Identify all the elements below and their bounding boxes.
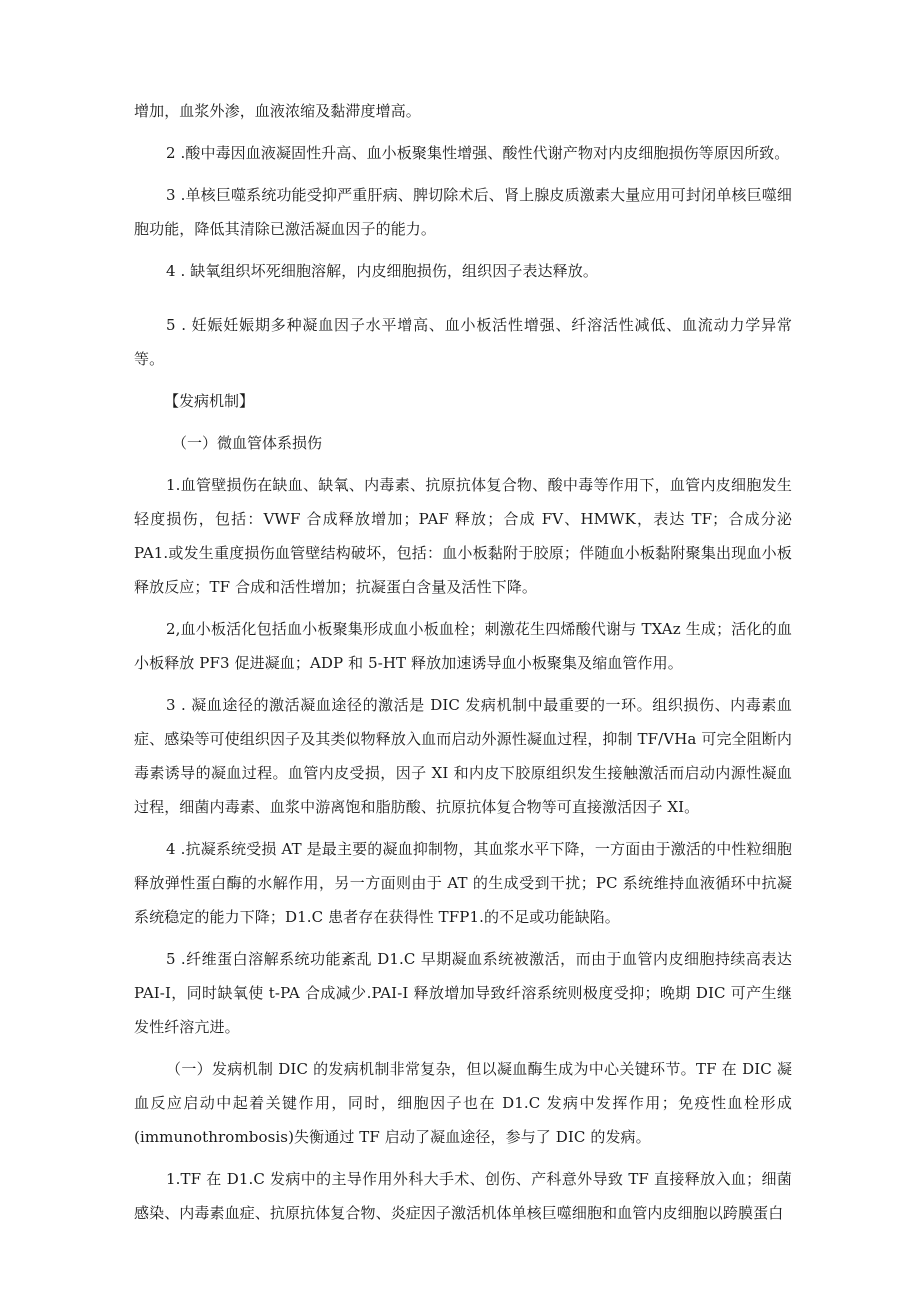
paragraph-continuation: 增加，血浆外渗，血液浓缩及黏滞度增高。	[134, 102, 421, 120]
paragraph-vessel-wall-injury: 1.血管壁损伤在缺血、缺氧、内毒素、抗原抗体复合物、酸中毒等作用下，血管内皮细胞发生轻度损伤，包括：VWF 合成释放增加；PAF 释放；合成 FV、HMWK，表达 TF；合成分泌 PA1.或发生重度损伤血管壁结构破坏，包括：血小板黏附于胶原；伴随血小板黏附聚集出现血小板释放反应；TF 合成和活性增加；抗凝蛋白含量及活性下降。	[134, 476, 792, 596]
paragraph-fibrinolysis: 5 .纤维蛋白溶解系统功能紊乱 D1.C 早期凝血系统被激活，而由于血管内皮细胞持续高表达 PAI-I，同时缺氧使 t-PA 合成减少.PAI-I 释放增加导致纤溶系统则极度受抑；晚期 DIC 可产生继发性纤溶亢进。	[134, 950, 792, 1036]
paragraph-mononuclear-phagocyte: 3 .单核巨噬系统功能受抑严重肝病、脾切除术后、肾上腺皮质激素大量应用可封闭单核巨噬细胞功能，降低其清除已激活凝血因子的能力。	[134, 186, 792, 238]
paragraph-acidosis: 2 .酸中毒因血液凝固性升高、血小板聚集性增强、酸性代谢产物对内皮细胞损伤等原因所致。	[166, 144, 790, 162]
paragraph-pregnancy: 5 . 妊娠妊娠期多种凝血因子水平增高、血小板活性增强、纤溶活性减低、血流动力学异常等。	[134, 316, 792, 368]
paragraph-coagulation-pathway: 3 . 凝血途径的激活凝血途径的激活是 DIC 发病机制中最重要的一环。组织损伤、内毒素血症、感染等可使组织因子及其类似物释放入血而启动外源性凝血过程，抑制 TF/VHa 可完全阻断内毒素诱导的凝血过程。血管内皮受损，因子 XI 和内皮下胶原组织发生接触激活而启动内源性凝血过程，细菌内毒素、血浆中游离饱和脂肪酸、抗原抗体复合物等可直接激活因子 XI。	[134, 696, 792, 816]
paragraph-anticoagulant-system: 4 .抗凝系统受损 AT 是最主要的凝血抑制物，其血浆水平下降，一方面由于激活的中性粒细胞释放弹性蛋白酶的水解作用，另一方面则由于 AT 的生成受到干扰；PC 系统维持血液循环中抗凝系统稳定的能力下降；D1.C 患者存在获得性 TFP1.的不足或功能缺陷。	[134, 840, 792, 926]
paragraph-dic-mechanism: （一）发病机制 DIC 的发病机制非常复杂，但以凝血酶生成为中心关键环节。TF 在 DIC 凝血反应启动中起着关键作用，同时，细胞因子也在 D1.C 发病中发挥作用；免疫性血栓形成(immunothrombosis)失衡通过 TF 启动了凝血途径，参与了 DIC 的发病。	[134, 1060, 792, 1146]
paragraph-hypoxia: 4 . 缺氧组织坏死细胞溶解，内皮细胞损伤，组织因子表达释放。	[166, 262, 598, 280]
section-heading-pathogenesis: 【发病机制】	[164, 392, 255, 410]
paragraph-tf-role: 1.TF 在 D1.C 发病中的主导作用外科大手术、创伤、产科意外导致 TF 直接释放入血；细菌感染、内毒素血症、抗原抗体复合物、炎症因子激活机体单核巨噬细胞和血管内皮细胞以跨膜蛋白	[134, 1170, 792, 1222]
paragraph-platelet-activation: 2,血小板活化包括血小板聚集形成血小板血栓；刺激花生四烯酸代谢与 TXAz 生成；活化的血小板释放 PF3 促进凝血；ADP 和 5-HT 释放加速诱导血小板聚集及缩血管作用。	[134, 620, 792, 672]
subheading-microvascular-injury: （一）微血管体系损伤	[172, 434, 323, 452]
